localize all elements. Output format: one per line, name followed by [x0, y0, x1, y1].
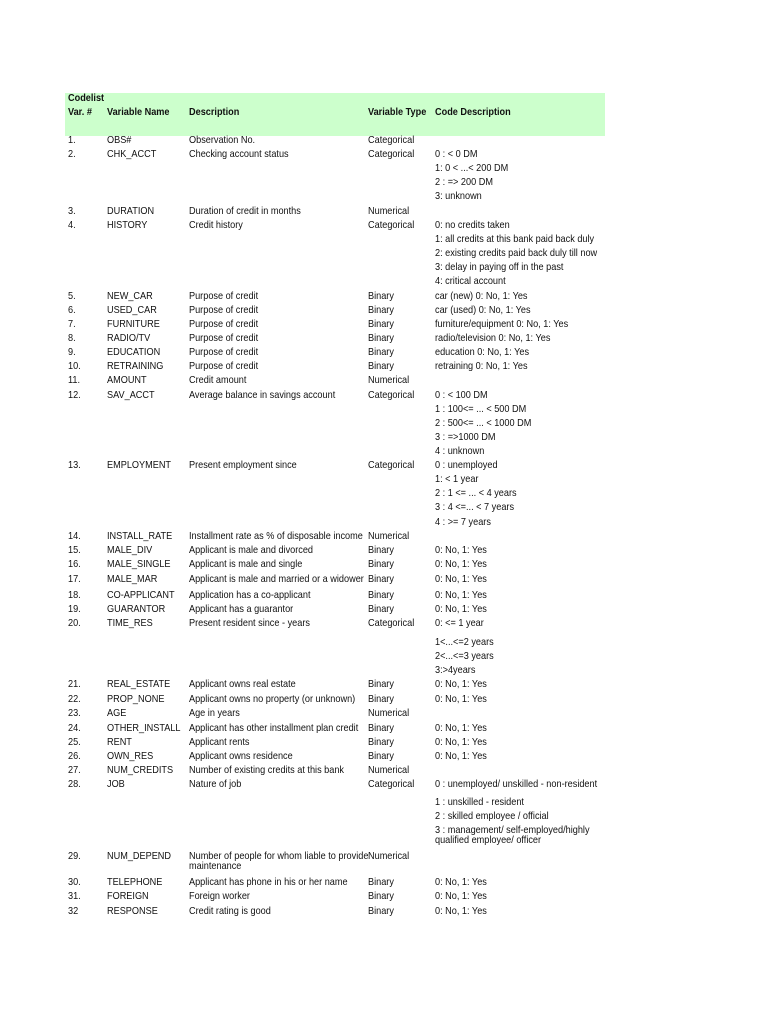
code-description-cell: 3: unknown	[435, 191, 482, 202]
var-number-cell: 11.	[68, 375, 81, 386]
description-cell: Age in years	[189, 708, 240, 719]
code-description-cell: 0: no credits taken	[435, 220, 510, 231]
variable-name-cell: RESPONSE	[107, 906, 158, 917]
description-cell: Number of people for whom liable to provide	[189, 851, 369, 862]
variable-type-cell: Binary	[368, 545, 394, 556]
variable-type-cell: Binary	[368, 891, 394, 902]
variable-name-cell: NUM_DEPEND	[107, 851, 172, 862]
description-cell: Present resident since - years	[189, 618, 310, 629]
var-number-cell: 15.	[68, 545, 81, 556]
code-description-cell: education 0: No, 1: Yes	[435, 347, 530, 358]
var-number-cell: 18.	[68, 590, 81, 601]
code-description-cell: 3 : =>1000 DM	[435, 432, 496, 443]
code-description-cell: 0: No, 1: Yes	[435, 906, 487, 917]
variable-name-cell: EMPLOYMENT	[107, 460, 172, 471]
code-description-cell: 1 : 100<= ... < 500 DM	[435, 404, 527, 415]
variable-name-cell: OWN_RES	[107, 751, 154, 762]
variable-name-cell: CO-APPLICANT	[107, 590, 175, 601]
variable-name-cell: SAV_ACCT	[107, 390, 155, 401]
var-number-cell: 12.	[68, 390, 81, 401]
variable-name-cell: FURNITURE	[107, 319, 160, 330]
description-cell: Foreign worker	[189, 891, 250, 902]
variable-name-cell: REAL_ESTATE	[107, 679, 171, 690]
code-description-cell: 0: No, 1: Yes	[435, 679, 487, 690]
var-number-cell: 20.	[68, 618, 81, 629]
variable-type-cell: Numerical	[368, 375, 410, 386]
variable-name-cell: FOREIGN	[107, 891, 149, 902]
variable-name-cell: PROP_NONE	[107, 694, 165, 705]
description-cell: Credit rating is good	[189, 906, 271, 917]
variable-type-cell: Numerical	[368, 206, 410, 217]
description-cell: Duration of credit in months	[189, 206, 301, 217]
header-code-description: Code Description	[435, 107, 511, 118]
description-cell: Purpose of credit	[189, 305, 259, 316]
code-description-cell: car (used) 0: No, 1: Yes	[435, 305, 531, 316]
variable-name-cell: AGE	[107, 708, 127, 719]
var-number-cell: 28.	[68, 779, 81, 790]
variable-name-cell: EDUCATION	[107, 347, 161, 358]
description-cell: Applicant owns no property (or unknown)	[189, 694, 356, 705]
var-number-cell: 1.	[68, 135, 76, 146]
variable-name-cell: NEW_CAR	[107, 291, 153, 302]
code-description-cell: furniture/equipment 0: No, 1: Yes	[435, 319, 569, 330]
var-number-cell: 21.	[68, 679, 81, 690]
code-description-cell: 3 : 4 <=... < 7 years	[435, 502, 515, 513]
var-number-cell: 19.	[68, 604, 81, 615]
code-description-cell: 4: critical account	[435, 276, 506, 287]
variable-type-cell: Binary	[368, 737, 394, 748]
code-description-cell: 0: No, 1: Yes	[435, 559, 487, 570]
variable-type-cell: Binary	[368, 906, 394, 917]
var-number-cell: 13.	[68, 460, 81, 471]
variable-name-cell: TELEPHONE	[107, 877, 163, 888]
variable-type-cell: Numerical	[368, 708, 410, 719]
code-description-cell: 0: No, 1: Yes	[435, 877, 487, 888]
variable-name-cell: CHK_ACCT	[107, 149, 157, 160]
variable-type-cell: Categorical	[368, 220, 415, 231]
variable-type-cell: Binary	[368, 305, 394, 316]
code-description-cell: 3: delay in paying off in the past	[435, 262, 564, 273]
code-description-cell: retraining 0: No, 1: Yes	[435, 361, 528, 372]
description-cell: Application has a co-applicant	[189, 590, 311, 601]
description-cell: Observation No.	[189, 135, 256, 146]
description-cell: Purpose of credit	[189, 347, 259, 358]
description-cell: Average balance in savings account	[189, 390, 336, 401]
description-cell: Present employment since	[189, 460, 297, 471]
variable-type-cell: Binary	[368, 347, 394, 358]
variable-name-cell: AMOUNT	[107, 375, 147, 386]
code-description-cell: 2 : skilled employee / official	[435, 811, 549, 822]
description-cell: Applicant is male and divorced	[189, 545, 314, 556]
variable-type-cell: Binary	[368, 751, 394, 762]
description-cell: Applicant is male and married or a widower	[189, 574, 364, 585]
header-variable-type: Variable Type	[368, 107, 427, 118]
variable-type-cell: Categorical	[368, 390, 415, 401]
description-cell: Applicant has a guarantor	[189, 604, 294, 615]
description-cell: Purpose of credit	[189, 333, 259, 344]
var-number-cell: 14.	[68, 531, 81, 542]
header-variable-name: Variable Name	[107, 107, 170, 118]
variable-name-cell: MALE_SINGLE	[107, 559, 171, 570]
code-description-cell: 2 : 1 <= ... < 4 years	[435, 488, 517, 499]
description-cell: Applicant owns residence	[189, 751, 293, 762]
header-description: Description	[189, 107, 240, 118]
code-description-cell: 0 : unemployed	[435, 460, 498, 471]
description-cell: Purpose of credit	[189, 319, 259, 330]
description-cell: Applicant is male and single	[189, 559, 303, 570]
code-description-cell: 4 : >= 7 years	[435, 517, 491, 528]
variable-name-cell: MALE_DIV	[107, 545, 153, 556]
code-description-cell: 0: No, 1: Yes	[435, 723, 487, 734]
var-number-cell: 27.	[68, 765, 81, 776]
description-cell: Applicant has phone in his or her name	[189, 877, 348, 888]
code-description-cell: radio/television 0: No, 1: Yes	[435, 333, 551, 344]
variable-name-cell: DURATION	[107, 206, 155, 217]
code-description-cell: 1: < 1 year	[435, 474, 479, 485]
description-cell: Installment rate as % of disposable income	[189, 531, 363, 542]
code-description-cell: 1<...<=2 years	[435, 637, 494, 648]
description-cell: Purpose of credit	[189, 291, 259, 302]
code-description-cell: qualified employee/ officer	[435, 835, 542, 846]
var-number-cell: 10.	[68, 361, 81, 372]
var-number-cell: 29.	[68, 851, 81, 862]
code-description-cell: 0: No, 1: Yes	[435, 751, 487, 762]
description-cell: Nature of job	[189, 779, 242, 790]
variable-type-cell: Categorical	[368, 149, 415, 160]
code-description-cell: 1: 0 < ...< 200 DM	[435, 163, 509, 174]
variable-type-cell: Numerical	[368, 765, 410, 776]
variable-type-cell: Categorical	[368, 460, 415, 471]
var-number-cell: 16.	[68, 559, 81, 570]
variable-type-cell: Binary	[368, 291, 394, 302]
description-cell: Applicant owns real estate	[189, 679, 296, 690]
description-cell: Credit amount	[189, 375, 247, 386]
description-cell: Checking account status	[189, 149, 289, 160]
var-number-cell: 4.	[68, 220, 76, 231]
code-description-cell: 0 : unemployed/ unskilled - non-resident	[435, 779, 598, 790]
code-description-cell: 0: No, 1: Yes	[435, 590, 487, 601]
code-description-cell: 3 : management/ self-employed/highly	[435, 825, 590, 836]
code-description-cell: 0: No, 1: Yes	[435, 694, 487, 705]
code-description-cell: 1: all credits at this bank paid back duly	[435, 234, 595, 245]
var-number-cell: 32	[68, 906, 79, 917]
variable-name-cell: GUARANTOR	[107, 604, 166, 615]
code-description-cell: 0: <= 1 year	[435, 618, 484, 629]
var-number-cell: 30.	[68, 877, 81, 888]
var-number-cell: 31.	[68, 891, 81, 902]
var-number-cell: 6.	[68, 305, 76, 316]
variable-name-cell: RENT	[107, 737, 132, 748]
description-cell: Purpose of credit	[189, 361, 259, 372]
variable-type-cell: Binary	[368, 574, 394, 585]
code-description-cell: 2 : => 200 DM	[435, 177, 493, 188]
variable-type-cell: Numerical	[368, 531, 410, 542]
variable-type-cell: Numerical	[368, 851, 410, 862]
variable-type-cell: Categorical	[368, 135, 415, 146]
code-description-cell: 3:>4years	[435, 665, 476, 676]
variable-name-cell: MALE_MAR	[107, 574, 158, 585]
var-number-cell: 5.	[68, 291, 76, 302]
variable-name-cell: JOB	[107, 779, 125, 790]
code-description-cell: 0: No, 1: Yes	[435, 574, 487, 585]
variable-name-cell: RETRAINING	[107, 361, 164, 372]
variable-name-cell: USED_CAR	[107, 305, 157, 316]
var-number-cell: 3.	[68, 206, 76, 217]
variable-type-cell: Binary	[368, 559, 394, 570]
var-number-cell: 25.	[68, 737, 81, 748]
variable-type-cell: Binary	[368, 877, 394, 888]
description-cell: Applicant has other installment plan credit	[189, 723, 359, 734]
variable-type-cell: Binary	[368, 319, 394, 330]
code-description-cell: 1 : unskilled - resident	[435, 797, 524, 808]
code-description-cell: 2: existing credits paid back duly till now	[435, 248, 598, 259]
var-number-cell: 9.	[68, 347, 76, 358]
variable-type-cell: Categorical	[368, 618, 415, 629]
variable-name-cell: OBS#	[107, 135, 132, 146]
var-number-cell: 24.	[68, 723, 81, 734]
code-description-cell: 0: No, 1: Yes	[435, 891, 487, 902]
variable-type-cell: Binary	[368, 361, 394, 372]
code-description-cell: 4 : unknown	[435, 446, 485, 457]
variable-type-cell: Binary	[368, 694, 394, 705]
variable-type-cell: Binary	[368, 604, 394, 615]
variable-type-cell: Binary	[368, 333, 394, 344]
var-number-cell: 22.	[68, 694, 81, 705]
variable-type-cell: Binary	[368, 723, 394, 734]
variable-name-cell: NUM_CREDITS	[107, 765, 174, 776]
var-number-cell: 2.	[68, 149, 76, 160]
variable-name-cell: INSTALL_RATE	[107, 531, 173, 542]
code-description-cell: 0 : < 100 DM	[435, 390, 488, 401]
description-cell: Applicant rents	[189, 737, 250, 748]
code-description-cell: 2<...<=3 years	[435, 651, 494, 662]
code-description-cell: 0: No, 1: Yes	[435, 737, 487, 748]
code-description-cell: 0 : < 0 DM	[435, 149, 478, 160]
variable-type-cell: Binary	[368, 679, 394, 690]
variable-name-cell: OTHER_INSTALL	[107, 723, 181, 734]
header-var-number: Var. #	[68, 107, 92, 118]
var-number-cell: 8.	[68, 333, 76, 344]
var-number-cell: 17.	[68, 574, 81, 585]
description-cell: maintenance	[189, 861, 242, 872]
description-cell: Credit history	[189, 220, 243, 231]
code-description-cell: 0: No, 1: Yes	[435, 545, 487, 556]
code-description-cell: 2 : 500<= ... < 1000 DM	[435, 418, 532, 429]
var-number-cell: 7.	[68, 319, 76, 330]
variable-type-cell: Categorical	[368, 779, 415, 790]
variable-name-cell: HISTORY	[107, 220, 148, 231]
code-description-cell: 0: No, 1: Yes	[435, 604, 487, 615]
var-number-cell: 26.	[68, 751, 81, 762]
variable-name-cell: RADIO/TV	[107, 333, 151, 344]
var-number-cell: 23.	[68, 708, 81, 719]
code-description-cell: car (new) 0: No, 1: Yes	[435, 291, 528, 302]
description-cell: Number of existing credits at this bank	[189, 765, 345, 776]
variable-name-cell: TIME_RES	[107, 618, 153, 629]
variable-type-cell: Binary	[368, 590, 394, 601]
sheet-title: Codelist	[68, 93, 105, 104]
